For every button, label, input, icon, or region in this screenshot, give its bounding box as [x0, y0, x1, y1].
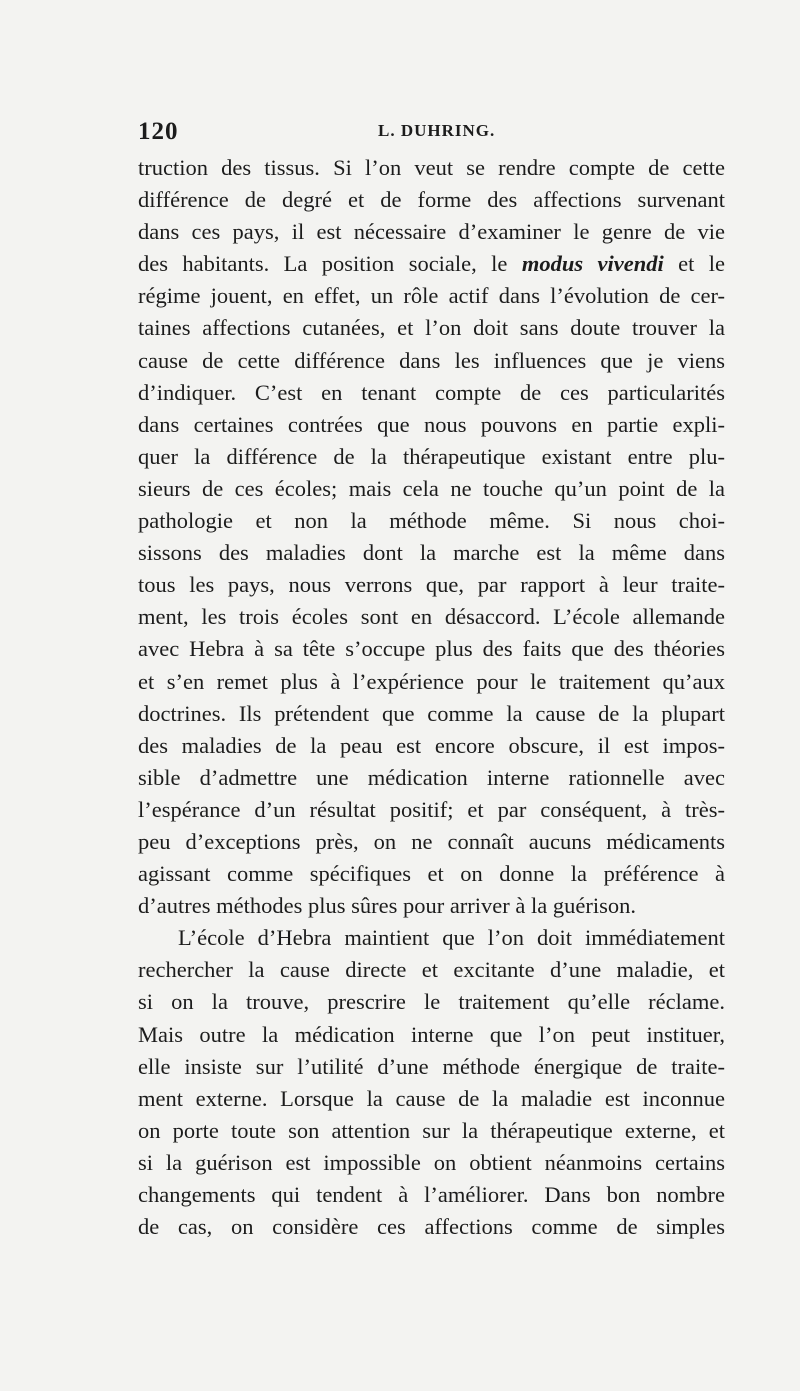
- text-line: l’espérance d’un résultat positif; et par conséquent, à très-: [138, 796, 725, 822]
- text-line: de cas, on considère ces affections comme de simples: [138, 1214, 725, 1240]
- text-line: avec Hebra à sa tête s’occupe plus des faits que des théories: [138, 636, 725, 662]
- text-line: agissant comme spécifiques et on donne la préférence à: [138, 861, 725, 887]
- text-segment: des habitants. La position sociale, le: [138, 251, 522, 277]
- text-line: peu d’exceptions près, on ne connaît aucuns médicaments: [138, 828, 725, 854]
- text-line: taines affections cutanées, et l’on doit sans doute trouver la: [138, 315, 725, 341]
- text-line: des maladies de la peau est encore obscure, il est impos-: [138, 732, 725, 758]
- text-line: sissons des maladies dont la marche est la même dans: [138, 540, 725, 566]
- body-text: [138, 152, 725, 1243]
- text-line: elle insiste sur l’utilité d’une méthode énergique de traite-: [138, 1053, 725, 1079]
- text-line: pathologie et non la méthode même. Si nous choi-: [138, 508, 725, 534]
- text-line: régime jouent, en effet, un rôle actif dans l’évolution de cer-: [138, 283, 725, 309]
- text-line: si on la trouve, prescrire le traitement qu’elle réclame.: [138, 989, 725, 1015]
- text-line: on porte toute son attention sur la thérapeutique externe, et: [138, 1117, 725, 1143]
- text-line: sible d’admettre une médication interne rationnelle avec: [138, 764, 725, 790]
- text-line: rechercher la cause directe et excitante d’une maladie, et: [138, 957, 725, 983]
- text-line: doctrines. Ils prétendent que comme la cause de la plupart: [138, 700, 725, 726]
- text-line: d’indiquer. C’est en tenant compte de ces particularités: [138, 379, 725, 405]
- text-line: Mais outre la médication interne que l’on peut instituer,: [138, 1021, 725, 1047]
- text-line: quer la différence de la thérapeutique existant entre plu-: [138, 443, 725, 469]
- text-line: différence de degré et de forme des affections survenant: [138, 187, 725, 213]
- page-header: [138, 118, 725, 148]
- text-line: d’autres méthodes plus sûres pour arriver à la guérison.: [138, 893, 636, 919]
- text-line: [138, 248, 725, 280]
- text-line: truction des tissus. Si l’on veut se rendre compte de cette: [138, 155, 725, 180]
- text-line: changements qui tendent à l’améliorer. Dans bon nombre: [138, 1182, 725, 1207]
- running-head: L. DUHRING.: [378, 121, 496, 140]
- text-line: L’école d’Hebra maintient que l’on doit immédiatement: [178, 925, 725, 951]
- text-line: tous les pays, nous verrons que, par rapport à leur traite-: [138, 572, 725, 598]
- text-line: et s’en remet plus à l’expérience pour le traitement qu’aux: [138, 668, 725, 694]
- text-line: dans ces pays, il est nécessaire d’examiner le genre de vie: [138, 219, 725, 245]
- italic-phrase: modus vivendi: [521, 251, 664, 277]
- text-line: sieurs de ces écoles; mais cela ne touche qu’un point de la: [138, 475, 725, 501]
- text-line: ment, les trois écoles sont en désaccord. L’école allemande: [138, 604, 725, 630]
- text-segment: et le: [663, 251, 726, 277]
- text-line: cause de cette différence dans les influences que je viens: [138, 347, 725, 373]
- page-number: 120: [138, 118, 179, 145]
- text-line: ment externe. Lorsque la cause de la maladie est inconnue: [138, 1085, 725, 1111]
- text-line: si la guérison est impossible on obtient néanmoins certains: [138, 1149, 725, 1175]
- text-line: dans certaines contrées que nous pouvons en partie expli-: [138, 411, 725, 437]
